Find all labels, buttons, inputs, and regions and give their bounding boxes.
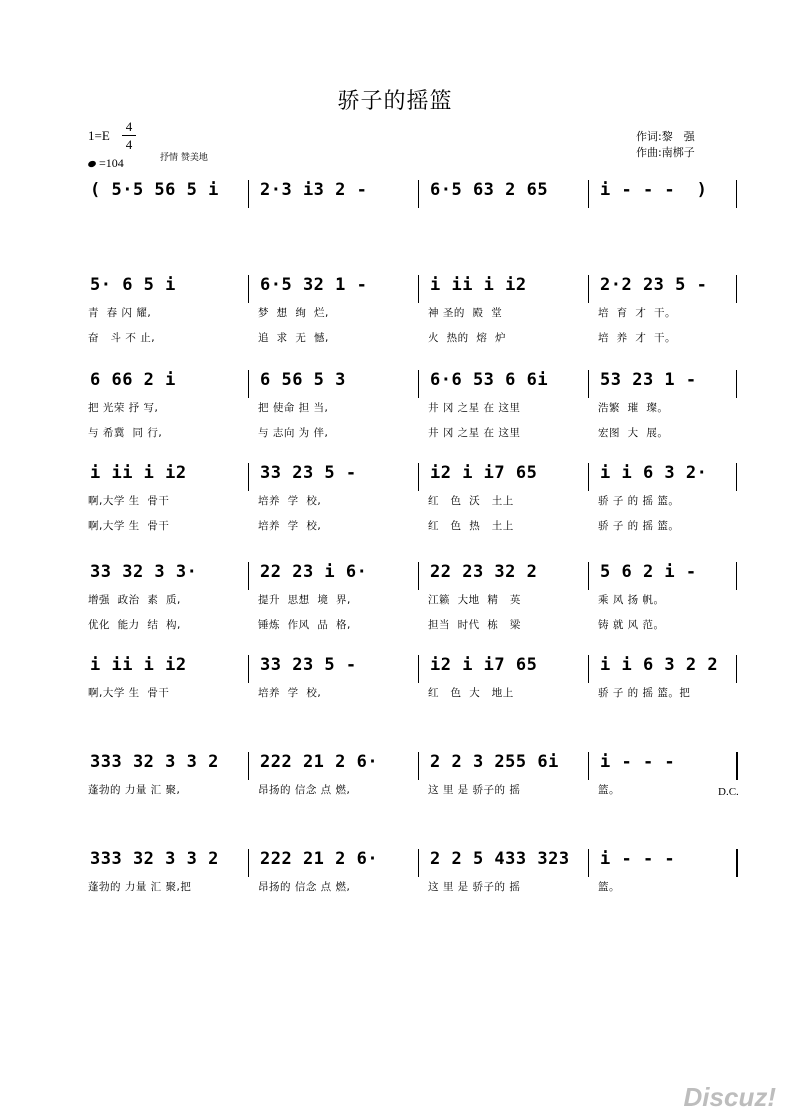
measure-notes: 222 21 2 6· bbox=[260, 752, 379, 772]
lyric-verse-1: 乘 风 扬 帆。 bbox=[598, 594, 665, 606]
lyric-verse-2: 奋 斗 不 止, bbox=[88, 332, 156, 344]
lyric-verse-1: 啊,大学 生 骨干 bbox=[88, 495, 170, 507]
measure-notes: i - - - bbox=[600, 849, 676, 869]
lyric-verse-2: 锤炼 作风 品 格, bbox=[258, 619, 351, 631]
lyric-verse-2: 与 志向 为 伴, bbox=[258, 427, 329, 439]
lyric-verse-2: 红 色 热 土上 bbox=[428, 520, 514, 532]
bar-line bbox=[588, 180, 589, 208]
lyric-verse-1: 这 里 是 骄子的 摇 bbox=[428, 784, 521, 796]
score-line bbox=[0, 463, 708, 532]
lyric-verse-1: 篮。 bbox=[598, 881, 620, 893]
score-line bbox=[0, 370, 697, 439]
bar-line bbox=[418, 463, 419, 491]
lyric-verse-1: 增强 政治 素 质, bbox=[88, 594, 181, 606]
bar-line bbox=[588, 463, 589, 491]
measure-notes: 33 32 3 3· bbox=[90, 562, 198, 582]
lyric-verse-1: 昂扬的 信念 点 燃, bbox=[258, 784, 351, 796]
bar-line bbox=[418, 562, 419, 590]
measure-notes: 6 56 5 3 bbox=[260, 370, 346, 390]
lyric-verse-1: 江籁 大地 精 英 bbox=[428, 594, 521, 606]
bar-line bbox=[248, 655, 249, 683]
end-bar-line bbox=[736, 849, 738, 877]
measure-notes: 5 6 2 i - bbox=[600, 562, 697, 582]
end-bar-line bbox=[736, 463, 737, 491]
lyric-verse-1: 培 育 才 干。 bbox=[598, 307, 677, 319]
measure-notes: i ii i i2 bbox=[430, 275, 527, 295]
measure-notes: i2 i i7 65 bbox=[430, 655, 538, 675]
lyric-verse-2: 火 热的 熔 炉 bbox=[428, 332, 507, 344]
lyric-verse-1: 红 色 大 地上 bbox=[428, 687, 514, 699]
measure-notes: ( 5·5 56 5 i bbox=[90, 180, 219, 200]
measure-notes: 2 2 3 255 6i bbox=[430, 752, 559, 772]
quarter-note-icon bbox=[87, 160, 97, 168]
tempo-value: =104 bbox=[99, 156, 124, 170]
measure-notes: 2·3 i3 2 - bbox=[260, 180, 368, 200]
time-bottom: 4 bbox=[125, 137, 133, 152]
lyric-verse-1: 培养 学 校, bbox=[258, 687, 322, 699]
bar-line bbox=[418, 849, 419, 877]
lyric-verse-1: 骄 子 的 摇 篮。 bbox=[598, 495, 680, 507]
lyric-verse-1: 神 圣的 殿 堂 bbox=[428, 307, 503, 319]
measure-notes: 22 23 i 6· bbox=[260, 562, 368, 582]
measure-notes: 6·6 53 6 6i bbox=[430, 370, 549, 390]
lyric-verse-2: 宏图 大 展。 bbox=[598, 427, 669, 439]
lyric-verse-1: 蓬勃的 力量 汇 聚, bbox=[88, 784, 181, 796]
measure-notes: i - - - ) bbox=[600, 180, 708, 200]
bar-line bbox=[418, 655, 419, 683]
lyric-verse-1: 骄 子 的 摇 篮。把 bbox=[598, 687, 691, 699]
measure-notes: 6 66 2 i bbox=[90, 370, 176, 390]
end-bar-line bbox=[736, 180, 737, 208]
lyric-verse-1: 提升 思想 境 界, bbox=[258, 594, 351, 606]
lyric-verse-1: 啊,大学 生 骨干 bbox=[88, 687, 170, 699]
lyric-verse-2: 培养 学 校, bbox=[258, 520, 322, 532]
key-signature: 1=E bbox=[88, 128, 110, 143]
lyricist-credit: 作词:黎 强 bbox=[636, 130, 695, 143]
measure-notes: 222 21 2 6· bbox=[260, 849, 379, 869]
measure-notes: 53 23 1 - bbox=[600, 370, 697, 390]
end-bar-line bbox=[736, 655, 737, 683]
measure-notes: 33 23 5 - bbox=[260, 655, 357, 675]
bar-line bbox=[248, 370, 249, 398]
bar-line bbox=[588, 562, 589, 590]
lyric-verse-2: 啊,大学 生 骨干 bbox=[88, 520, 170, 532]
lyric-verse-2: 担当 时代 栋 梁 bbox=[428, 619, 521, 631]
tempo-marking bbox=[88, 156, 124, 171]
lyric-verse-1: 培养 学 校, bbox=[258, 495, 322, 507]
lyric-verse-1: 昂扬的 信念 点 燃, bbox=[258, 881, 351, 893]
lyric-verse-2: 井 冈 之星 在 这里 bbox=[428, 427, 521, 439]
measure-notes: 6·5 32 1 - bbox=[260, 275, 368, 295]
time-top: 4 bbox=[125, 119, 133, 134]
measure-notes: 333 32 3 3 2 bbox=[90, 752, 219, 772]
end-bar-line bbox=[736, 752, 738, 780]
score-line bbox=[0, 562, 697, 631]
bar-line bbox=[588, 275, 589, 303]
bar-line bbox=[248, 180, 249, 208]
measure-notes: 6·5 63 2 65 bbox=[430, 180, 549, 200]
end-bar-line bbox=[736, 370, 737, 398]
score-line bbox=[0, 275, 708, 344]
measure-notes: i i 6 3 2 2 bbox=[600, 655, 719, 675]
lyric-verse-1: 把 使命 担 当, bbox=[258, 402, 329, 414]
bar-line bbox=[248, 275, 249, 303]
bar-line bbox=[248, 752, 249, 780]
lyric-verse-2: 骄 子 的 摇 篮。 bbox=[598, 520, 680, 532]
lyric-verse-2: 与 希冀 同 行, bbox=[88, 427, 163, 439]
measure-notes: 333 32 3 3 2 bbox=[90, 849, 219, 869]
bar-line bbox=[418, 180, 419, 208]
measure-notes: i ii i i2 bbox=[90, 463, 187, 483]
lyric-verse-2: 追 求 无 憾, bbox=[258, 332, 329, 344]
lyric-verse-1: 把 光荣 抒 写, bbox=[88, 402, 159, 414]
lyric-verse-1: 梦 想 绚 烂, bbox=[258, 307, 329, 319]
watermark-logo: Discuz! bbox=[683, 1082, 776, 1112]
measure-notes: i ii i i2 bbox=[90, 655, 187, 675]
bar-line bbox=[588, 849, 589, 877]
dc-mark: D.C. bbox=[718, 786, 739, 798]
measure-notes: i2 i i7 65 bbox=[430, 463, 538, 483]
measure-notes: 5· 6 5 i bbox=[90, 275, 176, 295]
bar-line bbox=[418, 275, 419, 303]
bar-line bbox=[588, 655, 589, 683]
bar-line bbox=[418, 752, 419, 780]
lyric-verse-1: 蓬勃的 力量 汇 聚,把 bbox=[88, 881, 192, 893]
end-bar-line bbox=[736, 562, 737, 590]
composer-credit: 作曲:南梆子 bbox=[636, 146, 695, 159]
lyric-verse-2: 优化 能力 结 构, bbox=[88, 619, 181, 631]
bar-line bbox=[248, 562, 249, 590]
time-signature bbox=[122, 119, 136, 152]
score-line bbox=[0, 849, 676, 893]
lyric-verse-2: 铸 就 风 范。 bbox=[598, 619, 665, 631]
lyric-verse-1: 这 里 是 骄子的 摇 bbox=[428, 881, 521, 893]
bar-line bbox=[588, 370, 589, 398]
lyric-verse-2: 培 养 才 干。 bbox=[598, 332, 677, 344]
bar-line bbox=[418, 370, 419, 398]
bar-line bbox=[248, 849, 249, 877]
measure-notes: i - - - bbox=[600, 752, 676, 772]
measure-notes: i i 6 3 2· bbox=[600, 463, 708, 483]
measure-notes: 33 23 5 - bbox=[260, 463, 357, 483]
lyric-verse-1: 浩繁 璀 璨。 bbox=[598, 402, 669, 414]
bar-line bbox=[248, 463, 249, 491]
measure-notes: 2·2 23 5 - bbox=[600, 275, 708, 295]
lyric-verse-1: 井 冈 之星 在 这里 bbox=[428, 402, 521, 414]
end-bar-line bbox=[736, 275, 737, 303]
lyric-verse-1: 青 春 闪 耀, bbox=[88, 307, 152, 319]
score-line bbox=[0, 752, 676, 796]
song-title: 骄子的摇篮 bbox=[337, 89, 453, 114]
score-line bbox=[0, 655, 719, 699]
expression-marking: 抒情 赞美地 bbox=[160, 153, 208, 163]
measure-notes: 2 2 5 433 323 bbox=[430, 849, 570, 869]
bar-line bbox=[588, 752, 589, 780]
measure-notes: 22 23 32 2 bbox=[430, 562, 538, 582]
lyric-verse-1: 红 色 沃 土上 bbox=[428, 495, 514, 507]
score-line bbox=[0, 180, 708, 210]
lyric-verse-1: 篮。 bbox=[598, 784, 620, 796]
